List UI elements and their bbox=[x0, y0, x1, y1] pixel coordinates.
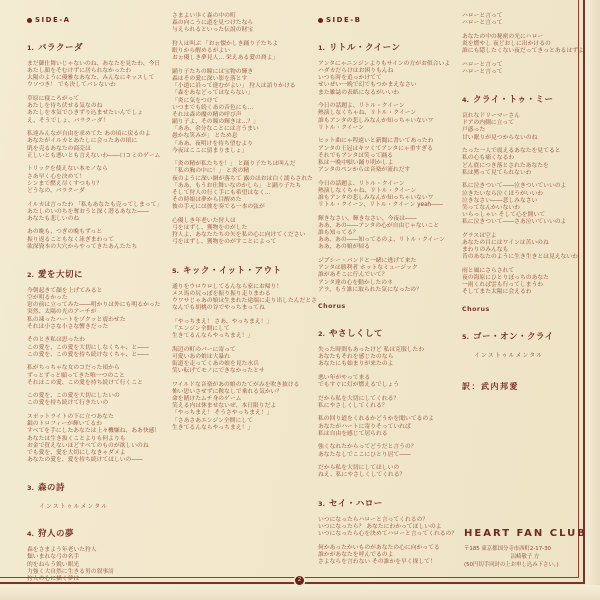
stanza bbox=[172, 347, 315, 376]
song-number: 4. bbox=[27, 530, 34, 539]
lyric-line: 夜のように深い網が落ちて 露のほおは白く濡らされた bbox=[172, 175, 313, 182]
lyric-line: 怖い思いさせずに鞍なしで乗れる気かい？ bbox=[172, 388, 283, 395]
song-number: 5. bbox=[462, 332, 469, 341]
lyric-line: ハローと言って bbox=[462, 20, 503, 27]
lyric-line: 「ああ、余分なことには言うまい bbox=[172, 126, 259, 133]
record-bullet-icon bbox=[318, 18, 323, 23]
lyric-line: ああ、あの娘が帰る bbox=[318, 244, 370, 251]
stanza bbox=[318, 216, 458, 252]
song-title bbox=[27, 262, 167, 281]
lyric-line: お金で買えないほどすべてのものが欲しいのね bbox=[27, 442, 149, 449]
song-title-text: ゴー・オン・クライ bbox=[473, 331, 554, 342]
lyric-line: 銀のトロフィーが輝いてるわ bbox=[27, 421, 102, 428]
lyric-line: その時娘は夢から目醒めた bbox=[172, 197, 242, 204]
lyric-line: 森はその愛に深い影を落とす bbox=[172, 76, 248, 83]
lyric-line: 今日の話題よ、リトル・クイーン bbox=[318, 180, 405, 187]
lyric-line: せいぜい一晩で幻でもつかまえなさい bbox=[318, 82, 417, 89]
lyric-line: おぉ優しき夢見人… 栄えある愛の裔よ」 bbox=[172, 55, 279, 62]
song-number: 3. bbox=[27, 484, 34, 493]
stanza bbox=[318, 103, 458, 132]
lyric-line: 哀れなドリーマーさん bbox=[462, 113, 520, 120]
side-label: SIDE-A bbox=[35, 16, 71, 24]
lyric-line: あなたは生き抜くことよりも何よりも bbox=[27, 435, 126, 442]
lyric-line: いつも時を追っかけてて bbox=[318, 75, 382, 82]
lyric-line: 欲深資本の大穴からやってきたあんたたち bbox=[27, 243, 138, 250]
paper-edge-right bbox=[585, 0, 600, 600]
lyric-line: それでもアンタは笑って踊る bbox=[318, 152, 393, 159]
stanza bbox=[27, 131, 167, 160]
lyric-line: 熱演しなくちゃね、リトル・クイーン bbox=[318, 110, 417, 117]
lyric-line: それはこの愛、この愛を持ち続けて行くこと bbox=[27, 379, 143, 386]
song-number: 2. bbox=[27, 270, 34, 279]
lyric-line: 悪い年がやって来る bbox=[318, 374, 371, 381]
song-title bbox=[318, 491, 458, 510]
stanza bbox=[172, 161, 315, 211]
lyric-line: 街道を走ってくあの娘を見た水兵 bbox=[172, 360, 259, 367]
song-title bbox=[172, 258, 315, 277]
lyric-line: この愛を持ち続けて行きたいの bbox=[27, 400, 109, 407]
lyric-line: トリックを使えない本モノなら bbox=[27, 166, 108, 173]
lyric-line: あなたも悲しいのね bbox=[27, 215, 80, 222]
stanza bbox=[27, 166, 167, 195]
lyric-line: あなたなしでここにひとり居て―― bbox=[318, 451, 411, 458]
lyric-line: 生きてるんならやっちまえ！」 bbox=[172, 424, 254, 431]
lyric-line: あの晩も、つぎの晩もずっと bbox=[27, 229, 103, 236]
lyric-line: スポットライトの下に立つあなた bbox=[27, 414, 114, 421]
stanza bbox=[462, 148, 580, 177]
song-title-text: クライ・トゥ・ミー bbox=[473, 95, 554, 106]
lyric-line: 空が明るかった bbox=[27, 295, 68, 302]
stanza bbox=[318, 465, 458, 479]
lyric-line: 愚かな笑みが」 とため息 bbox=[172, 133, 238, 140]
instrumental-note: インストゥルメンタル bbox=[39, 504, 109, 511]
song-title bbox=[27, 521, 167, 540]
side-header bbox=[318, 16, 458, 24]
lyric-line: 「森をあなどってはならない」 bbox=[172, 90, 254, 97]
lyric-line: 今朝起きて顔を上げてみると bbox=[27, 287, 103, 294]
lyric-line: 私にやさしくしてくれる？ bbox=[318, 402, 388, 409]
lyric-line: 泣きたいなら泣くほうがいいわ bbox=[462, 190, 544, 197]
lyric-line: 誰もアンタの悲しみなんか知っちゃいないワ bbox=[318, 117, 434, 124]
stanza bbox=[318, 61, 458, 97]
lyric-line: ああ、あの――アンタの心が自由じゃないこと bbox=[318, 222, 440, 229]
lyric-line: あたしのいのちを奪おうと深く潜るあなた―― bbox=[27, 208, 149, 215]
lyric-line: さあ早く心を決めて！ bbox=[27, 173, 85, 180]
lyric-line: いつになったらハローと言ってくれるの？ bbox=[318, 516, 429, 523]
lyric-line: 昔のあなたのように生き生きとは見えないわ bbox=[462, 254, 578, 261]
stanza bbox=[27, 61, 167, 90]
lyric-line: ウワサじゃあの娘は生まれた途端に走り出したんだとさ bbox=[172, 297, 317, 304]
stanza bbox=[27, 202, 167, 223]
lyric-line: でもすぐに灯が燃えるでしょう bbox=[318, 382, 400, 388]
lyric-line: 私の回り道をくれるかどうかを聞いてるのよ bbox=[318, 416, 434, 423]
stanza bbox=[318, 396, 458, 410]
lyric-line: あたし顔をそむけずに居られなかったわ bbox=[27, 68, 132, 75]
lyric-line: 「さあさあエンジン全開にして bbox=[172, 417, 253, 424]
fan-club-address-line: 〒185 東京都国分寺市西町2-17-30 bbox=[464, 546, 551, 552]
column-side-b-1 bbox=[318, 13, 458, 573]
lyric-line: 「小道に沿って進むがよい」 狩人は語りかける bbox=[172, 83, 296, 90]
stanza bbox=[318, 545, 458, 566]
lyric-line: 窓の前に立ってみた――明かりは外にも明るかった bbox=[27, 302, 161, 309]
lyric-line: 私は黙って見てられないわ bbox=[462, 169, 532, 176]
lyric-line: 肌を売るあなたの商売は bbox=[27, 145, 91, 152]
stanza bbox=[318, 375, 458, 389]
lyric-line: ねえ、私にやさしくしてくれる？ bbox=[318, 472, 406, 479]
lyric-line: アンタ達の心を動かしたのネ bbox=[318, 279, 393, 286]
lyric-line: たった一人で震えるあなたを見てると bbox=[462, 148, 561, 155]
lyric-line: 的をねらう鋭い眼光 bbox=[27, 561, 80, 568]
song-number: 2. bbox=[318, 329, 325, 338]
stanza bbox=[318, 258, 458, 294]
stanza bbox=[462, 62, 580, 76]
song-number: 1. bbox=[27, 44, 34, 52]
stanza bbox=[462, 33, 584, 55]
lyric-line: 海辺の町のバーに寄って bbox=[172, 346, 236, 353]
song-title-text: 狩人の夢 bbox=[38, 529, 75, 540]
lyric-line: 失った時間もあったけど 私は克服したわ bbox=[318, 346, 425, 353]
lyric-line: 私は一晩中唄い踊り明かしよ bbox=[318, 159, 394, 166]
lyric-line: 「ああ、夜明けを待ち望むより bbox=[172, 140, 253, 147]
lyric-line: でも愛を、愛を大切にしなきゃダメよ bbox=[27, 449, 126, 456]
lyric-line: 誰があそこに佇んでいて？ bbox=[318, 272, 388, 279]
lyric-line: どうなの、バラクーダ bbox=[27, 187, 85, 194]
song-title-text: バラクーダ bbox=[38, 43, 84, 53]
lyric-line: グラスは空よ bbox=[462, 232, 497, 239]
lyric-line: まだ御仕舞いじゃないのね、あなたを見たわ、今日 bbox=[27, 61, 161, 67]
stanza bbox=[27, 393, 167, 407]
lyric-line: 森をさまよう年老いた狩人 bbox=[27, 547, 97, 554]
lyric-line: シンまで燃え尽くすつもり？ bbox=[27, 180, 103, 187]
column-side-b-2 bbox=[462, 13, 584, 392]
lyric-line: この愛を、この愛を大切にしなくちゃ、と―― bbox=[27, 344, 149, 351]
lyric-line: いつになったら心を決めてハローと言ってくれるの？ bbox=[318, 530, 458, 537]
stanza bbox=[27, 229, 167, 250]
lyric-line: メス馬の尻っぽを振り振り走りまわる bbox=[172, 290, 271, 297]
lyric-line: 踊り子よ、その瞳の輝きは…？」 bbox=[172, 119, 259, 126]
lyric-line: なんでも胡桃の谷でやっちまってね bbox=[172, 305, 265, 311]
lyric-line: 雨と風にさらされて bbox=[462, 267, 515, 274]
stanza bbox=[172, 69, 315, 155]
song-title-text: 愛を大切に bbox=[38, 269, 84, 280]
lyric-line: ハダカだらけはお困りもんね bbox=[318, 68, 394, 75]
fan-club-title: HEART FAN CLUB bbox=[464, 528, 587, 539]
stanza bbox=[172, 319, 315, 340]
stanza bbox=[27, 96, 167, 125]
column-side-a-1 bbox=[27, 13, 167, 590]
lyric-line: 「炎に気をつけて bbox=[172, 97, 219, 104]
song-title-text: リトル・クイーン bbox=[329, 43, 401, 53]
lyric-line: 泣きなさい――悲しみなさい bbox=[462, 197, 538, 204]
lyric-line: いつまでも続くあの音色にも… bbox=[172, 104, 254, 111]
lyric-line: 正しいとも悪いとも言えないわ――口コミのゲーム bbox=[27, 152, 161, 159]
lyric-line: 誰かがあなたを呼んでるのよ bbox=[318, 551, 394, 558]
lyric-line: どん底につき落とされたあなたを bbox=[462, 162, 549, 169]
song-title-text: やさしくして bbox=[329, 328, 384, 339]
fan-club-block bbox=[464, 528, 586, 569]
stanza bbox=[462, 233, 580, 262]
lyric-line: 狩人は叫ぶ 「おぉ懐かしき踊り子たちよ bbox=[172, 40, 279, 47]
lyric-line: そしてまた太陽に会えるわ bbox=[462, 289, 532, 296]
song-title-text: キック・イット・アウト bbox=[183, 265, 282, 276]
translator-credit: 訳：武内邦愛 bbox=[462, 381, 519, 391]
column-side-a-2 bbox=[172, 13, 315, 438]
lyric-line: 「やっちまえ！ さあ、やっちまえ！」 bbox=[172, 318, 273, 325]
lyric-line: 狩人の心に描く夢は bbox=[27, 575, 80, 582]
lyric-line: 通りをウロウロしてるんなら家にお帰り！ bbox=[172, 283, 283, 290]
lyric-line: ウソつき！ でも決してバレないわ bbox=[27, 82, 116, 89]
stanza bbox=[462, 183, 580, 226]
stanza bbox=[172, 382, 315, 432]
stanza bbox=[318, 347, 458, 368]
lyric-line: アンタは勝利者 ホットなミュージック bbox=[318, 265, 418, 272]
lyric-line: 私の心も痛くなるわ bbox=[462, 155, 515, 162]
lyric-line: ジプシー・バンドと一緒に逃げて来た bbox=[318, 258, 417, 265]
lyric-line: リトル・クイーン bbox=[318, 124, 364, 131]
stanza bbox=[318, 517, 458, 538]
lyric-line: 何かあったかいものがあなたの心に向かってる bbox=[318, 544, 440, 551]
lyric-line: 輝きなさい、輝きなさい、今夜は―― bbox=[318, 215, 417, 222]
lyric-line: すべてを手にしたあなたは上々機嫌ね、ああ快感！ bbox=[27, 428, 161, 435]
stanza bbox=[27, 365, 167, 386]
stanza bbox=[318, 181, 458, 210]
lyric-line: 笑える内は休ませないぜ、本日限りだよ bbox=[172, 403, 277, 410]
lyric-line: 「エンジン全開にして bbox=[172, 325, 230, 332]
lyric-line: さまよい歩く森の中の町 bbox=[172, 13, 236, 19]
side-header bbox=[27, 16, 167, 24]
song-title-text: セイ・ハロー bbox=[329, 498, 383, 509]
lyric-line: ハローと言って bbox=[462, 61, 503, 68]
lyric-line: あなたの愛を、愛を持ち続けてほしいの―― bbox=[27, 457, 143, 464]
lyric-line: そして狩人の行く手にも希望はなく… bbox=[172, 189, 271, 196]
song-title bbox=[27, 475, 167, 494]
lyric-line: そのとき私は思ったわ bbox=[27, 337, 85, 344]
song-title bbox=[318, 321, 458, 340]
lyric-line: ワイルドな音楽があの娘のたてがみを吹き抜ける bbox=[172, 381, 300, 388]
stanza bbox=[172, 41, 315, 62]
stanza bbox=[462, 13, 580, 27]
lyric-line: 誰も知ってる？ bbox=[318, 230, 359, 237]
stanza bbox=[27, 547, 167, 583]
lyric-line: 突然、太陽の光のアーチが bbox=[27, 309, 97, 316]
lyric-line: アンタのペンからは音楽が流れだす bbox=[318, 167, 411, 174]
lyric-line: 笑い転げてモノにできなかったとサ bbox=[172, 368, 265, 375]
lyric-line: 太陽のように優雅なあなた、みんなにキッスして bbox=[27, 75, 155, 82]
lyric-line: 私達みんなが自由を求めてた あの頃に戻るのよ bbox=[27, 131, 151, 138]
side-label: SIDE-B bbox=[326, 16, 362, 24]
lyric-line: 力強く大自然に生きる男の叙事詩 bbox=[27, 568, 114, 575]
lyric-line: アラ、もう誰に取られた気になったの？ bbox=[318, 286, 422, 293]
lyric-line: さよならを言わない その誰かを早く探して！ bbox=[318, 558, 436, 565]
lyric-line: 今夜はここに留まりましょ」 bbox=[172, 147, 248, 154]
lyric-line: 草原に寝ころがって bbox=[27, 96, 80, 103]
stanza bbox=[172, 13, 315, 34]
lyric-line: あなたの目にはワインは苦いのね bbox=[462, 239, 549, 246]
stanza bbox=[462, 268, 580, 297]
lyric-line: また雑誌の表紙になるがいいわ bbox=[318, 89, 400, 96]
lyric-line: いつになったら？ あなたにわかってほしいのよ bbox=[318, 523, 442, 530]
lyric-line: アンタにゃニンジンよりもサインの方がお似合いよ bbox=[318, 61, 451, 67]
lyric-line: 「私の胸の中に！」 と炎の精 bbox=[172, 168, 250, 175]
lyric-line: 命を賭けたムチ身のゲーム bbox=[172, 396, 242, 403]
lyric-line: え、そうでしょ、バラクーダ！ bbox=[27, 117, 109, 124]
lyric-line: 「ああ、もうお仕舞いなのかしら」 と踊り子たち bbox=[172, 182, 302, 189]
lyric-line: 一雨くれば雲も行ってしまうわ bbox=[462, 282, 544, 289]
lyric-line: 「やっちまえ！ そうさやっちまえ！」 bbox=[172, 410, 273, 417]
lyric-line: あなたがイルカとあたしに会ったあの頃に bbox=[27, 138, 138, 145]
instrumental-note: インストゥルメンタル bbox=[474, 352, 544, 359]
chorus-label: Chorus bbox=[318, 302, 346, 310]
stanza bbox=[172, 284, 315, 313]
lyric-line: 誰もアンタの悲しみなんか知っちゃいないワ bbox=[318, 195, 434, 201]
lyric-line: 彼の手元には彼を奏でる一本の弦が bbox=[172, 204, 265, 211]
lyric-line: ヒット曲にゃ程遠いと新聞に書いてあったわ bbox=[318, 138, 434, 145]
lyric-line: 夜の海原にひとりぼっちのあなた bbox=[462, 275, 549, 282]
song-number: 1. bbox=[318, 44, 325, 52]
lyric-line: 生きてるんならやっちまえ！」 bbox=[172, 332, 254, 339]
lyric-line: それは小さな小さな響きだった bbox=[27, 323, 109, 330]
lyric-line: 眠りから醒めるがよい bbox=[172, 48, 230, 55]
lyric-line: 私は自由を感じて居られる bbox=[318, 430, 388, 437]
record-bullet-icon bbox=[27, 18, 32, 23]
lyric-line: 弓をはずし、獲物をのがした bbox=[172, 225, 248, 232]
lyric-line: あなたにも始まりが来たのよ bbox=[318, 361, 394, 368]
lyric-line: 「炎の精が私たちを！」 と踊り子たちは叫んだ bbox=[172, 161, 296, 168]
lyric-line: この愛を、この愛を持ち続けなくちゃ、と―― bbox=[27, 351, 149, 358]
fan-club-contact-line: 沼崎敬子 方 bbox=[510, 554, 540, 560]
song-title bbox=[462, 324, 580, 343]
song-title bbox=[27, 35, 167, 54]
lyric-line: 狩人よ、あなたたちの矢を私の心に向けてください bbox=[172, 232, 306, 239]
lyric-line: この愛を、この愛を大切にしたいの bbox=[27, 393, 120, 400]
lyric-line: 私に泣きついて――泣きついていいのよ bbox=[462, 183, 567, 190]
lyric-line: あたしを本気でひきずり込ませたいんでしょ bbox=[27, 110, 143, 117]
page-number-badge: 2 bbox=[295, 576, 304, 585]
song-title-text: 森の詩 bbox=[38, 483, 66, 494]
lyric-line: 心優しき年老いた狩人は bbox=[172, 217, 236, 224]
lyric-line: 私がちっちゃな女のコだった頃から bbox=[27, 365, 120, 372]
lyric-line: ドアの内側に立って bbox=[462, 120, 514, 127]
stanza bbox=[318, 138, 458, 174]
lyric-line: あなたがハートに寄りそっていれば bbox=[318, 423, 411, 430]
lyric-line: 強くなれたからってどうだと言うの？ bbox=[318, 444, 417, 451]
lyric-line: あなたもそれを感じたのなら bbox=[318, 354, 394, 361]
lyric-line: 私に泣きついて――さあ泣いていいのよ bbox=[462, 219, 567, 226]
lyric-line: 今日の話題よ、リトル・クイーン bbox=[318, 103, 405, 110]
song-title bbox=[462, 87, 580, 106]
stanza bbox=[27, 414, 167, 464]
lyric-line: 笑ってなんかいないわ bbox=[462, 204, 520, 211]
stanza bbox=[318, 416, 458, 437]
lyric-line: それは森の魔の精の呼び声 bbox=[172, 111, 242, 118]
stanza bbox=[27, 337, 167, 358]
lyric-line: まわりのみんなも bbox=[462, 247, 509, 254]
lyric-line: 類いまれな弓の名手 bbox=[27, 554, 80, 561]
stanza bbox=[172, 218, 315, 247]
lyric-line: アンタの王冠はキツくてアンタにゃ重すぎる bbox=[318, 145, 433, 152]
lyric-line: 私の凍ったハートをゾクッと震わせた bbox=[27, 316, 126, 323]
song-number: 4. bbox=[462, 96, 469, 105]
fan-club-note-line: (50円切手同封の上お申し込み下さい。) bbox=[464, 562, 559, 568]
lyric-line: だから私を大切にしてほしいの bbox=[318, 465, 400, 472]
lyric-line: だから私を大切にしてくれる？ bbox=[318, 395, 400, 402]
lyric-line: 与えられるといった伝説の財宝 bbox=[172, 27, 254, 34]
lyric-line: 炎を燃やし 夜どおしに出かけるの bbox=[462, 40, 551, 47]
lyric-line: いらっしゃい そして心を開いて bbox=[462, 211, 545, 218]
lyric-line: 誰にも隠したくない夜だってきっとあるはずよ bbox=[462, 48, 584, 55]
lyric-line: あなたの中の秘密の光にハロー bbox=[462, 33, 544, 40]
lyric-line: 甘い眠りが見つからないのね bbox=[462, 134, 538, 141]
lyric-line: ハローと言って bbox=[462, 68, 503, 75]
song-number: 3. bbox=[318, 499, 325, 508]
song-number: 5. bbox=[172, 266, 179, 275]
lyric-line: ハローと言って bbox=[462, 13, 503, 19]
lyric-line: 熱演しなくちゃね、リトル・クイーン bbox=[318, 187, 417, 194]
chorus-label: Chorus bbox=[462, 305, 490, 313]
stanza bbox=[318, 444, 458, 458]
song-title bbox=[318, 35, 458, 54]
lyric-line: 戸惑った bbox=[462, 127, 486, 134]
lyric-line: リトル・クイーン、リトル・クイーン yeah―― bbox=[318, 202, 443, 209]
lyric-line: 踊り子たちの瞳には宝物の輝き bbox=[172, 68, 254, 75]
lyric-line: 振り返ることもなく泳ぎまわって bbox=[27, 236, 114, 243]
stanza bbox=[462, 113, 580, 142]
lyric-line: イルカは言ったわ 「私もあなたも売ってしまって」 bbox=[27, 201, 163, 208]
lyric-line: あたしを待ち伏せる気なのね bbox=[27, 103, 103, 110]
lyric-line: ずっとずっと願ってきた唯一つのこと bbox=[27, 372, 125, 379]
lyric-line: ああ、あの――知ってるのよ、リトル・クイーン bbox=[318, 237, 445, 244]
lyric-line: 森の向こうに道を見つけたなら bbox=[172, 20, 254, 27]
stanza bbox=[27, 288, 167, 331]
lyric-line: 可愛いあの娘は大暴れ bbox=[172, 353, 230, 360]
lyric-line: 弓をはずし、獲物をのがすことによって bbox=[172, 239, 277, 246]
